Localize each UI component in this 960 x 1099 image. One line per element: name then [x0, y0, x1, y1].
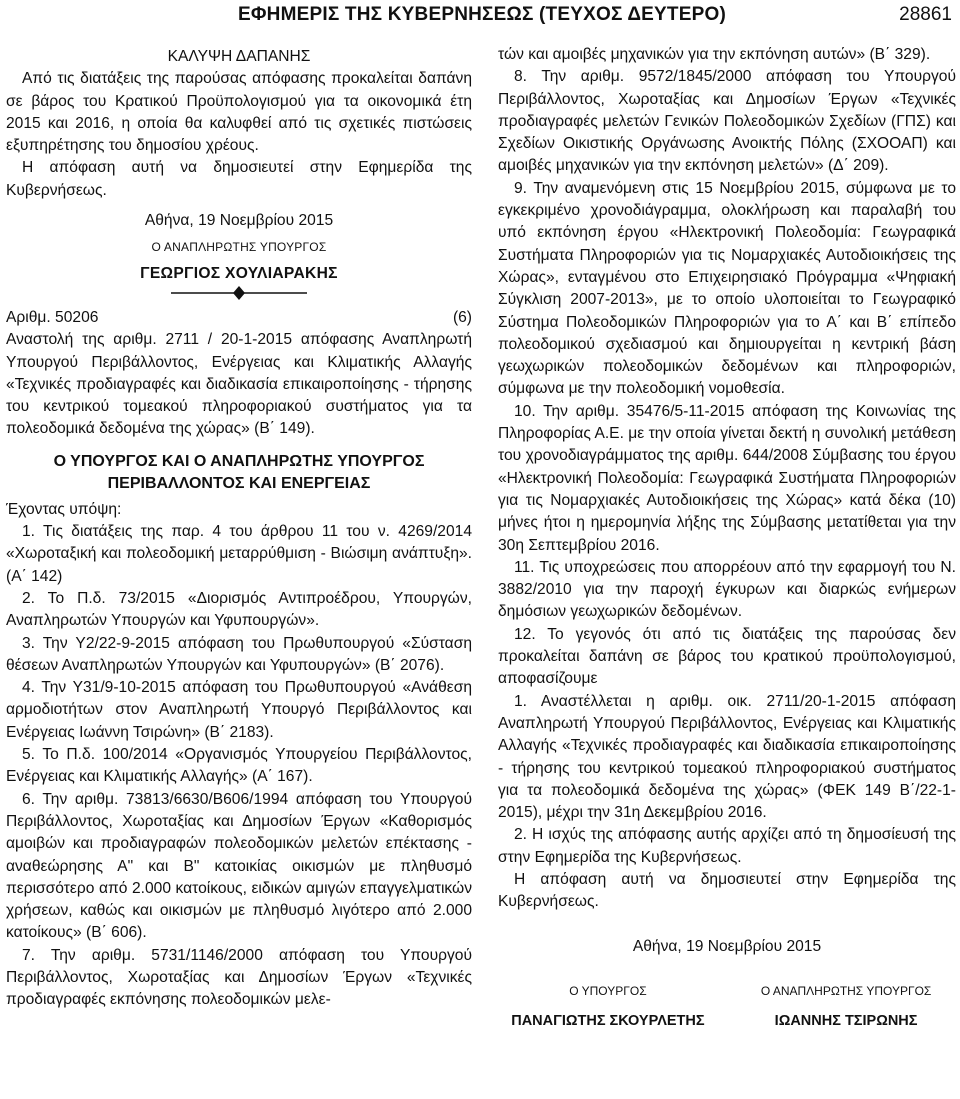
section-divider — [6, 285, 472, 301]
signer-role: Ο ΑΝΑΠΛΗΡΩΤΗΣ ΥΠΟΥΡΓΟΣ — [760, 983, 932, 998]
having-regard: Έχοντας υπόψη: — [6, 500, 122, 518]
signer-role: Ο ΥΠΟΥΡΓΟΣ — [569, 983, 647, 998]
cost-paragraph: Από τις διατάξεις της παρούσας απόφασης προκαλείται δαπάνη σε βάρος του Κρατικού Προϋπολογισμού για τα οικονομικά έτη 2015 και 2016, η οποία θα καλυφθεί από τις σχετικές πιστώσεις εξυπηρέτησης του δημοσίου χρέους. — [6, 70, 472, 155]
consideration-item: 12. Το γεγονός ότι από τις διατάξεις της παρούσας δεν προκαλείται δαπάνη σε βάρος του κρατικού προϋπολογισμού, αποφασίζουμε — [498, 625, 956, 688]
consideration-item: 10. Την αριθμ. 35476/5-11-2015 απόφαση της Κοινωνίας της Πληροφορίας Α.Ε. με την οποία γίνεται δεκτή η συνολική μετάθεση του χρονοδιαγράμματος της αριθμ. 644/2008 Σύμβασης του έργου «Ηλεκτρονική Πολεοδομία: Γεωγραφικά Συστήματα Πληροφοριών για τις Νομαρχιακές Αυτοδιοικήσεις της Χώρας» κατά δέκα (10) μήνες ήτοι η ημερομηνία λήξης της Σύμβασης μετατίθεται για την 30η Σεπτεμβρίου 2016. — [498, 402, 956, 554]
left-column — [6, 44, 472, 1012]
date-line: Αθήνα, 19 Νοεμβρίου 2015 — [632, 937, 822, 955]
ministers-heading — [6, 451, 472, 495]
decision-number-row — [6, 307, 472, 329]
ministers-heading-line2: ΠΕΡΙΒΑΛΛΟΝΤΟΣ ΚΑΙ ΕΝΕΡΓΕΙΑΣ — [107, 474, 371, 492]
consideration-item: 2. Το Π.δ. 73/2015 «Διορισμός Αντιπροέδρου, Υπουργών, Αναπληρωτών Υπουργών και Υφυπουργών». — [6, 589, 472, 630]
continuation-text: τών και αμοιβές μηχανικών για την εκπόνηση αυτών» (Β΄ 329). — [498, 46, 931, 63]
diamond-ornament-icon — [169, 285, 309, 301]
signatures — [498, 980, 956, 1033]
consideration-item: 6. Την αριθμ. 73813/6630/Β606/1994 απόφαση του Υπουργού Περιβάλλοντος, Χωροταξίας και Δημοσίων Έργων «Καθορισμός αμοιβών και προδιαγραφών πολεοδομικών μελετών επέκτασης - αναθεώρησης Α" και Β" κατοικίας οικισμών με πληθυσμό περισσότερο από 2.000 κατοίκους, ειδικών αμιγών επαγγελματικών χρήσεων, καθώς και οικισμών με πληθυσμό λιγότερο από 2.000 κατοίκους» (Β΄ 606). — [6, 790, 472, 942]
consideration-item: 9. Την αναμενόμενη στις 15 Νοεμβρίου 2015, σύμφωνα με το εγκεκριμένο χρονοδιάγραμμα, ολοκλήρωση και παραλαβή του υπό εκπόνηση έργου «Ηλεκτρονική Πολεοδομία: Γεωγραφικά Συστήματα Πληροφοριών για τις Νομαρχιακές Αυτοδιοικήσεις της Χώρας», ενταγμένου στο Επιχειρησιακό Πρόγραμμα «Ψηφιακή Σύγκλιση 2007-2013», με το οποίο υλοποιείται το Γεωγραφικό Σύστημα Πολεοδομικών Πληροφοριών για το Α΄ και Β΄ επίπεδο πολεοδομικού σχεδιασμού και δημιουργείται η κεντρική βάση γεωχωρικών πολεοδομικών δεδομένων και πληροφοριών, σύμφωνα με την πολεοδομική νομοθεσία. — [498, 179, 956, 398]
right-column — [498, 44, 956, 1032]
signature-block — [736, 980, 956, 1033]
decision-title: Αναστολή της αριθμ. 2711 / 20-1-2015 απόφασης Αναπληρωτή Υπουργού Περιβάλλοντος, Ενέργειας και Κλιματικής Αλλαγής «Τεχνικές προδιαγραφές και διαδικασία επικαιροποίησης - τήρησης του κεντρικού τομεακού πληροφοριακού συστήματος για τα πολεοδομικά δεδομένα της χώρας» (Β΄ 149). — [6, 331, 472, 438]
decision-index: (6) — [452, 308, 472, 326]
decision-article: 2. Η ισχύς της απόφασης αυτής αρχίζει από τη δημοσίευσή της στην Εφημερίδα της Κυβερνήσεως. — [498, 826, 956, 866]
page-header — [0, 0, 960, 40]
signer-role: Ο ΑΝΑΠΛΗΡΩΤΗΣ ΥΠΟΥΡΓΟΣ — [151, 240, 327, 255]
consideration-item: 3. Την Υ2/22-9-2015 απόφαση του Πρωθυπουργού «Σύσταση θέσεων Αναπληρωτών Υπουργών και Υφυπουργών» (Β΄ 2076). — [6, 634, 472, 674]
consideration-item: 7. Την αριθμ. 5731/1146/2000 απόφαση του Υπουργού Περιβάλλοντος, Χωροταξίας και Δημοσίων Έργων «Τεχνικές προδιαγραφές εκπόνησης πολεοδομικών μελε- — [6, 946, 472, 1009]
consideration-item: 11. Τις υποχρεώσεις που απορρέουν από την εφαρμογή του Ν. 3882/2010 για την παροχή έγκυρων και διαρκώς ενήμερων δημόσιων γεωχωρικών δεδομένων. — [498, 558, 956, 621]
consideration-item: 1. Τις διατάξεις της παρ. 4 του άρθρου 11 του ν. 4269/2014 «Χωροταξική και πολεοδομική μεταρρύθμιση - Βιώσιμη ανάπτυξη». (Α΄ 142) — [6, 523, 472, 585]
signer-name: ΙΩΑΝΝΗΣ ΤΣΙΡΩΝΗΣ — [774, 1013, 918, 1030]
date-line: Αθήνα, 19 Νοεμβρίου 2015 — [144, 212, 334, 230]
decision-article: 1. Αναστέλλεται η αριθμ. οικ. 2711/20-1-2015 απόφαση Αναπληρωτή Υπουργού Περιβάλλοντος, Ενέργειας και Κλιματικής Αλλαγής «Τεχνικές προδιαγραφές και διαδικασία επικαιροποίησης - τήρησης του κεντρικού τομεακού πληροφοριακού συστήματος για τα πολεοδομικά δεδομένα της χώρας» (ΦΕΚ 149 Β΄/22-1-2015), μέχρι την 31η Δεκεμβρίου 2016. — [498, 692, 956, 822]
ministers-heading-line1: Ο ΥΠΟΥΡΓΟΣ ΚΑΙ Ο ΑΝΑΠΛΗΡΩΤΗΣ ΥΠΟΥΡΓΟΣ — [53, 452, 425, 470]
cost-heading: ΚΑΛΥΨΗ ΔΑΠΑΝΗΣ — [167, 48, 311, 65]
publish-paragraph: Η απόφαση αυτή να δημοσιευτεί στην Εφημερίδα της Κυβερνήσεως. — [6, 159, 472, 199]
decision-number: Αριθμ. 50206 — [6, 308, 99, 326]
consideration-item: 5. Το Π.δ. 100/2014 «Οργανισμός Υπουργείου Περιβάλλοντος, Ενέργειας και Κλιματικής Αλλαγής» (Α΄ 167). — [6, 746, 472, 786]
signature-block — [498, 980, 718, 1033]
consideration-item: 8. Την αριθμ. 9572/1845/2000 απόφαση του Υπουργού Περιβάλλοντος, Χωροταξίας και Δημοσίων Έργων «Τεχνικές προδιαγραφές μελετών Γενικών Πολεοδομικών Σχεδίων (ΓΠΣ) και Σχεδίων Οικιστικής Οργάνωσης Ανοικτής Πόλης (ΣΧΟΟΑΠ) και αμοιβές μηχανικών για την εκπόνηση μελετών» (Δ΄ 209). — [498, 68, 956, 175]
signer-name: ΓΕΩΡΓΙΟΣ ΧΟΥΛΙΑΡΑΚΗΣ — [140, 264, 338, 282]
gazette-title: ΕΦΗΜΕΡΙΣ ΤΗΣ ΚΥΒΕΡΝΗΣΕΩΣ (ΤΕΥΧΟΣ ΔΕΥΤΕΡΟ) — [238, 4, 726, 25]
consideration-item: 4. Την Υ31/9-10-2015 απόφαση του Πρωθυπουργού «Ανάθεση αρμοδιοτήτων στον Αναπληρωτή Υπουργό Περιβάλλοντος και Ενέργειας Ιωάννη Τσιρώνη» (Β΄ 2183). — [6, 679, 472, 741]
signer-name: ΠΑΝΑΓΙΩΤΗΣ ΣΚΟΥΡΛΕΤΗΣ — [511, 1013, 705, 1030]
publish-paragraph: Η απόφαση αυτή να δημοσιευτεί στην Εφημερίδα της Κυβερνήσεως. — [498, 870, 956, 911]
page-number: 28861 — [899, 4, 952, 25]
